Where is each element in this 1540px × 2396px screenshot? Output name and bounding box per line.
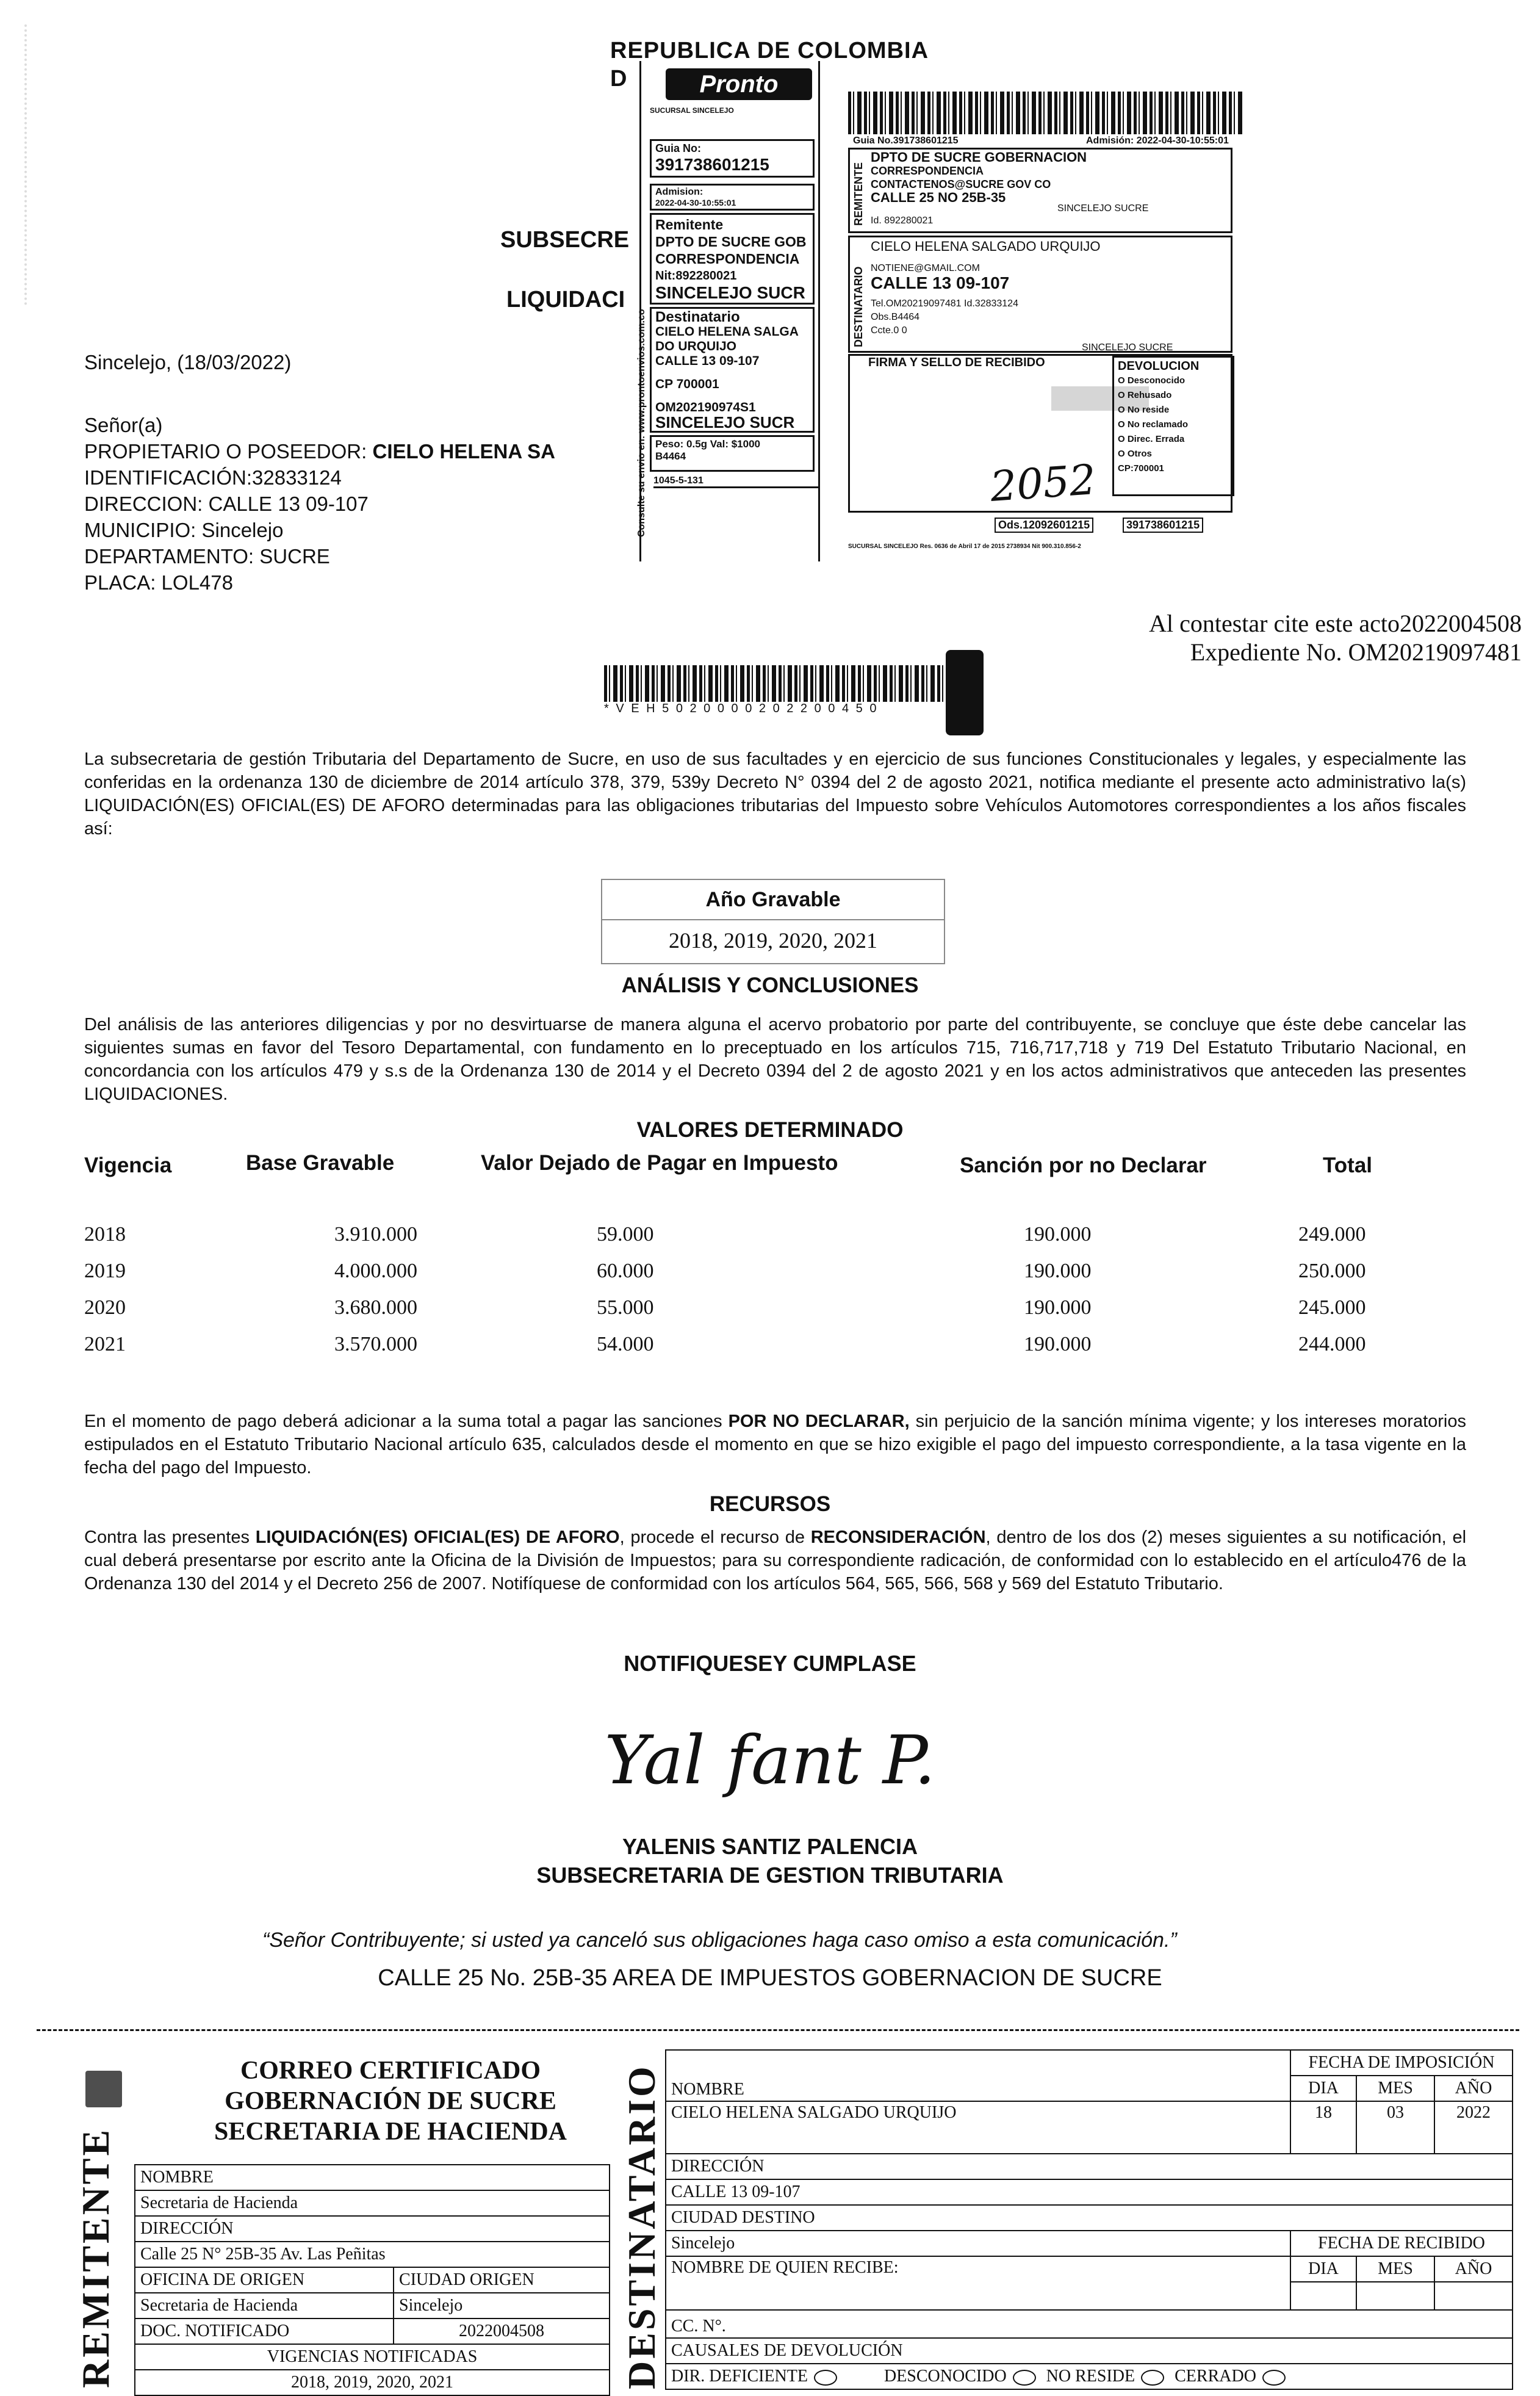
guia-label: Guia No: (655, 142, 701, 154)
causal-item: CERRADO (1175, 2367, 1256, 2386)
cc-label: CC. N°. (666, 2310, 1513, 2338)
valores-title: VALORES DETERMINADO (636, 1118, 904, 1142)
pago-bold: POR NO DECLARAR, (728, 1412, 910, 1431)
pronto-big-label (830, 92, 1251, 555)
ano-gravable-box (601, 879, 945, 964)
rem-direccion-value: Calle 25 N° 25B-35 Av. Las Peñitas (135, 2242, 610, 2267)
causal-checkbox (1262, 2370, 1286, 2386)
pago-text-b: sin perjuicio de la sanción mínima vigente; y los intereses moratorios estipulados en el Estatuto Tributario Nacional artículo 635, calculados desde el momento en que se hizo exigible el pago del impuesto correspondiente, a la tasa vigente en la fecha del pago del Impuesto. (84, 1412, 1466, 1478)
col-base: Base Gravable (246, 1151, 395, 1175)
expediente-reference: Expediente No. OM20219097481 (1190, 638, 1522, 666)
document-barcode (604, 665, 946, 702)
cell-vigencia: 2019 (84, 1260, 126, 1282)
devolucion-label: DEVOLUCION (1118, 359, 1200, 373)
cell-base: 3.680.000 (334, 1296, 417, 1319)
table-row (84, 1223, 1466, 1260)
cell-base: 4.000.000 (334, 1260, 417, 1282)
municipio: MUNICIPIO: Sincelejo (84, 519, 284, 541)
cell-vigencia: 2018 (84, 1223, 126, 1246)
ciudad-destino-label: CIUDAD DESTINO (666, 2205, 1513, 2231)
cell-vigencia: 2020 (84, 1296, 126, 1319)
peso-value: Peso: 0.5g Val: $1000 (655, 438, 760, 450)
admision-value: 2022-04-30-10:55:01 (655, 198, 736, 207)
addressee-block (84, 412, 555, 596)
rec-bold-2: RECONSIDERACIÓN (810, 1528, 986, 1547)
mes-label-2: MES (1356, 2256, 1434, 2282)
table-row (84, 1296, 1466, 1333)
handwritten-number: 2052 (988, 456, 1098, 511)
signer-title: SUBSECRETARIA DE GESTION TRIBUTARIA (536, 1863, 1004, 1888)
senor: Señor(a) (84, 414, 163, 436)
table-row (84, 1333, 1466, 1369)
pago-text-a: En el momento de pago deberá adicionar a la suma total a pagar las sanciones (84, 1412, 729, 1431)
recursos-title: RECURSOS (709, 1492, 831, 1516)
mes-recibido-cell (1356, 2282, 1434, 2310)
pronto-sucursal: SUCURSAL SINCELEJO (650, 106, 734, 115)
ano-recibido-cell (1434, 2282, 1513, 2310)
office-address: CALLE 25 No. 25B-35 AREA DE IMPUESTOS GOBERNACION DE SUCRE (378, 1965, 1162, 1991)
big-destinatario-side: DESTINATARIO (852, 266, 865, 347)
causales-label: CAUSALES DE DEVOLUCIÓN (666, 2338, 1513, 2364)
destinatario-side-label: DESTINATARIO (620, 2064, 663, 2389)
fecha-imposicion-label: FECHA DE IMPOSICIÓN (1290, 2050, 1513, 2076)
correo-form (37, 2029, 1519, 2392)
pago-paragraph (84, 1410, 1466, 1479)
dev-item: O Desconocido (1118, 375, 1186, 386)
values-header (84, 1153, 1466, 1190)
identificacion: IDENTIFICACIÓN:32833124 (84, 466, 342, 489)
cell-impuesto: 54.000 (597, 1333, 654, 1355)
departamento: DEPARTAMENTO: SUCRE (84, 545, 330, 568)
oficina-label: OFICINA DE ORIGEN (135, 2267, 394, 2293)
causal-checkbox (814, 2370, 837, 2386)
table-row (84, 1260, 1466, 1296)
ano-label: AÑO (1434, 2076, 1513, 2101)
firma-label: FIRMA Y SELLO DE RECIBIDO (868, 356, 1045, 369)
dia-label-2: DIA (1290, 2256, 1356, 2282)
liquidacion-heading: LIQUIDACI (506, 287, 625, 312)
notifiquese-heading: NOTIFIQUESEY CUMPLASE (624, 1651, 916, 1676)
big-rem-city: SINCELEJO SUCRE (1057, 203, 1149, 214)
dev-item: O Direc. Errada (1118, 434, 1185, 444)
correo-title-3: SECRETARIA DE HACIENDA (214, 2118, 567, 2146)
destinatario-line: CP 700001 (655, 377, 719, 391)
rec-text-b: , procede el recurso de (619, 1528, 811, 1547)
cell-sancion: 190.000 (1024, 1333, 1092, 1355)
disclaimer-quote: “Señor Contribuyente; si usted ya canceló sus obligaciones haga caso omiso a esta comunicación.” (262, 1929, 1177, 1952)
cell-total: 245.000 (1298, 1296, 1366, 1319)
ano-gravable-label: Año Gravable (602, 880, 944, 920)
pronto-side-url: Consulte su envio en: www.prontoenvios.com.co (636, 309, 647, 537)
ciudad-label: CIUDAD ORIGEN (394, 2267, 610, 2293)
destinatario-line: OM202190974S1 (655, 400, 756, 414)
vigencias-label: VIGENCIAS NOTIFICADAS (135, 2344, 610, 2370)
remitente-side-label: REMITENTE (74, 2127, 117, 2388)
admision-label: Admision: (655, 187, 703, 197)
remitente-line: Nit:892280021 (655, 269, 737, 283)
dev-item: CP:700001 (1118, 463, 1164, 474)
doc-value: 2022004508 (394, 2318, 610, 2344)
big-rem-line: DPTO DE SUCRE GOBERNACION (871, 150, 1087, 165)
cell-total: 244.000 (1298, 1333, 1366, 1355)
big-rem-id: Id. 892280021 (871, 215, 934, 226)
header-line2: D (610, 66, 627, 92)
ano-label-2: AÑO (1434, 2256, 1513, 2282)
ano-value: 2022 (1434, 2101, 1513, 2154)
cell-vigencia: 2021 (84, 1333, 126, 1355)
rem-nombre-label: NOMBRE (135, 2165, 610, 2190)
subsecretaria-heading: SUBSECRE (500, 227, 630, 253)
dest-direccion-label: DIRECCIÓN (666, 2154, 1513, 2179)
propietario-label: PROPIETARIO O POSEEDOR: (84, 440, 367, 463)
pronto-logo: Pronto (666, 68, 812, 100)
cell-impuesto: 59.000 (597, 1223, 654, 1246)
bleed-through-text (24, 24, 195, 330)
dest-direccion-value: CALLE 13 09-107 (666, 2179, 1513, 2205)
destinatario-line: SINCELEJO SUCR (655, 413, 795, 431)
col-vigencia: Vigencia (84, 1153, 172, 1177)
big-dest-line: Obs.B4464 (871, 312, 920, 322)
col-total: Total (1323, 1153, 1373, 1177)
big-rem-line: CONTACTENOS@SUCRE GOV CO (871, 178, 1051, 190)
signer-name: YALENIS SANTIZ PALENCIA (622, 1834, 918, 1859)
remitente-line: CORRESPONDENCIA (655, 251, 800, 267)
dev-item: O No reside (1118, 405, 1170, 415)
big-dest-line: Tel.OM20219097481 Id.32833124 (871, 298, 1018, 309)
dev-item: O No reclamado (1118, 419, 1189, 430)
causales-row (666, 2364, 1513, 2389)
barcode-smudge (946, 650, 984, 735)
correo-title-1: CORREO CERTIFICADO (240, 2057, 541, 2085)
big-rem-line: CORRESPONDENCIA (871, 165, 984, 177)
dia-value: 18 (1290, 2101, 1356, 2154)
correo-title-2: GOBERNACIÓN DE SUCRE (225, 2087, 556, 2115)
causal-checkbox (1141, 2370, 1164, 2386)
analisis-paragraph: Del análisis de las anteriores diligencias y por no desvirtuarse de manera alguna el acervo probatorio por parte del contribuyente, se concluye que éste debe cancelar las siguientes sumas en favor del Tesoro Departamental, con fundamento en lo preceptuado en los artículos 715, 716,717,718 y 719 Del Estatuto Tributario Nacional, en concordancia con los artículos 479 y s.s de la Ordenanza 130 de 2014 y el Decreto 0394 del 2 de agosto 2021 y en los actos administrativos que anteceden las presentes LIQUIDACIONES. (84, 1015, 1466, 1104)
big-admision-line: Admisión: 2022-04-30-10:55:01 (1086, 135, 1229, 146)
cell-sancion: 190.000 (1024, 1223, 1092, 1246)
date-line: Sincelejo, (18/03/2022) (84, 351, 292, 373)
rem-nombre-value: Secretaria de Hacienda (135, 2190, 610, 2216)
big-guia-line: Guia No.391738601215 (853, 135, 959, 146)
cell-base: 3.910.000 (334, 1223, 417, 1246)
destinatario-label: Destinatario (655, 309, 740, 325)
big-dest-line: Ccte.0 0 (871, 325, 907, 336)
cell-total: 249.000 (1298, 1223, 1366, 1246)
intro-paragraph: La subsecretaria de gestión Tributaria del Departamento de Sucre, en uso de sus facultades y en ejercicio de sus funciones Constitucionales y legales, y especialmente las conferidas en la ordenanza 130 de diciembre de 2014 artículo 378, 379, 539y Decreto N° 0394 del 2 de agosto 2021, notifica mediante el presente acto administrativo la(s) LIQUIDACIÓN(ES) OFICIAL(ES) DE AFORO determinadas para las obligaciones tributarias del Impuesto sobre Vehículos Automotores correspondientes a los años fiscales así: (84, 749, 1466, 839)
signature: Yal fant P. (604, 1721, 936, 1799)
ano-gravable-value: 2018, 2019, 2020, 2021 (669, 928, 877, 953)
pronto-footer: SUCURSAL SINCELEJO Res. 0636 de Abril 17 de 2015 2738934 Nit 900.310.856-2 (848, 543, 1081, 550)
mes-label: MES (1356, 2076, 1434, 2101)
rem-direccion-label: DIRECCIÓN (135, 2216, 610, 2242)
values-table (84, 1153, 1466, 1369)
dev-item: O Otros (1118, 449, 1152, 459)
ciudad-destino-value: Sincelejo (666, 2231, 1290, 2256)
cell-sancion: 190.000 (1024, 1260, 1092, 1282)
dia-recibido-cell (1290, 2282, 1356, 2310)
vigencias-value: 2018, 2019, 2020, 2021 (135, 2370, 610, 2395)
remitente-table (134, 2164, 610, 2396)
pronto-barcode (848, 92, 1245, 134)
causal-item: DESCONOCIDO (883, 2367, 1007, 2386)
destinatario-table (665, 2049, 1513, 2390)
causal-checkbox (1013, 2370, 1036, 2386)
oficina-value: Secretaria de Hacienda (135, 2293, 394, 2318)
cell-impuesto: 55.000 (597, 1296, 654, 1319)
extra-code: B4464 (655, 450, 686, 462)
destinatario-line: CIELO HELENA SALGA (655, 325, 799, 339)
ods-number: Ods.12092601215 (995, 518, 1093, 533)
republica-heading: REPUBLICA DE COLOMBIA (610, 38, 929, 63)
dev-item: O Rehusado (1118, 390, 1172, 400)
quien-recibe-label: NOMBRE DE QUIEN RECIBE: (666, 2256, 1290, 2310)
big-dest-line: CALLE 13 09-107 (871, 273, 1010, 292)
remitente-line: DPTO DE SUCRE GOB (655, 234, 807, 250)
causal-item: NO RESIDE (1046, 2367, 1135, 2386)
guia-number-2: 391738601215 (1123, 518, 1203, 533)
analisis-title: ANÁLISIS Y CONCLUSIONES (621, 973, 919, 997)
dest-nombre-label: NOMBRE (666, 2050, 1290, 2101)
remitente-line: SINCELEJO SUCR (655, 283, 805, 302)
cell-base: 3.570.000 (334, 1333, 417, 1355)
pronto-label (636, 61, 820, 561)
cell-total: 250.000 (1298, 1260, 1366, 1282)
col-impuesto: Valor Dejado de Pagar en Impuesto (481, 1151, 838, 1175)
big-dest-name: CIELO HELENA SALGADO URQUIJO (871, 239, 1101, 254)
big-dest-line: NOTIENE@GMAIL.COM (871, 263, 980, 273)
dia-label: DIA (1290, 2076, 1356, 2101)
destinatario-line: CALLE 13 09-107 (655, 354, 760, 368)
cell-sancion: 190.000 (1024, 1296, 1092, 1319)
big-rem-line: CALLE 25 NO 25B-35 (871, 190, 1006, 205)
acto-reference: Al contestar cite este acto20220045​08 (1149, 610, 1522, 637)
col-sancion: Sanción por no Declarar (960, 1153, 1207, 1177)
placa: PLACA: LOL478 (84, 571, 233, 594)
direccion: DIRECCION: CALLE 13 09-107 (84, 493, 369, 515)
dest-nombre-value: CIELO HELENA SALGADO URQUIJO (666, 2101, 1290, 2154)
doc-label: DOC. NOTIFICADO (135, 2318, 394, 2344)
recursos-paragraph (84, 1526, 1466, 1595)
rec-text-c: , dentro de los dos (2) meses siguientes a su notificación, el cual deberá presentarse por escrito ante la Oficina de la División de Impuestos; para su correspondiente radicación, de conformidad con lo establecido en el artículo476 de la Ordenanza 130 del 2014 y el Decreto 256 de 2007. Notifíquese de conformidad con los artículos 564, 565, 566, 568 y 569 del Estatuto Tributario. (84, 1528, 1467, 1593)
causal-item: DIR. DEFICIENTE (671, 2367, 808, 2386)
propietario-line (84, 438, 555, 464)
pronto-code: 1045-5-131 (653, 475, 818, 488)
guia-number: 391738601215 (655, 155, 769, 174)
barcode-caption: * V E H 5 0 2 0 0 0 0 2 0 2 2 0 0 4 5 0 (604, 702, 879, 715)
big-remitente-side: REMITENTE (852, 162, 865, 226)
owner-name: CIELO HELENA SA (372, 440, 555, 463)
rec-bold-1: LIQUIDACIÓN(ES) OFICIAL(ES) DE AFORO (255, 1528, 620, 1547)
mes-value: 03 (1356, 2101, 1434, 2154)
ciudad-value: Sincelejo (394, 2293, 610, 2318)
fecha-recibido-label: FECHA DE RECIBIDO (1290, 2231, 1513, 2256)
cell-impuesto: 60.000 (597, 1260, 654, 1282)
remitente-label: Remitente (655, 217, 724, 233)
destinatario-line: DO URQUIJO (655, 339, 737, 353)
big-dest-city: SINCELEJO SUCRE (1082, 342, 1173, 353)
correo-emblem (85, 2071, 122, 2107)
rec-text-a: Contra las presentes (84, 1528, 256, 1547)
